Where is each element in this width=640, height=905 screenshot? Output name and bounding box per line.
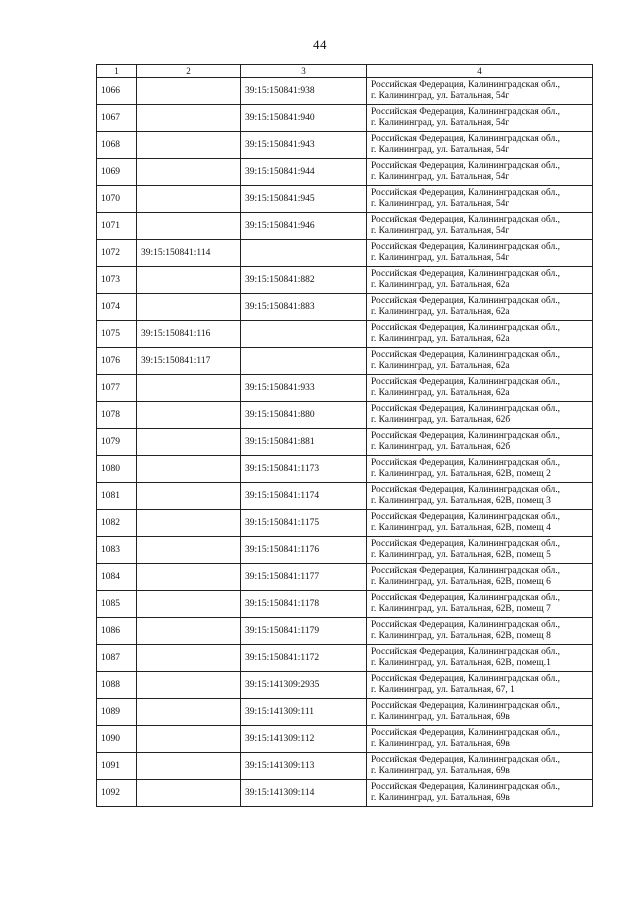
address-line-1: Российская Федерация, Калининградская обл.,	[371, 674, 560, 684]
address-cell	[367, 240, 593, 267]
land-plot-number-cell	[137, 726, 241, 753]
cadastral-number-cell: 39:15:150841:944	[241, 159, 367, 186]
land-plot-number-cell	[137, 294, 241, 321]
land-plot-number-cell	[137, 537, 241, 564]
address-line-1: Российская Федерация, Калининградская обл.,	[371, 269, 560, 279]
address-line-2: г. Калининград, ул. Батальная, 69в	[371, 712, 510, 722]
header-col-2: 2	[137, 65, 241, 78]
address-line-2: г. Калининград, ул. Батальная, 62В, помещ 8	[371, 631, 551, 641]
row-number-cell: 1076	[97, 348, 137, 375]
row-number-cell: 1091	[97, 753, 137, 780]
header-col-4: 4	[367, 65, 593, 78]
cadastral-number-cell: 39:15:150841:881	[241, 429, 367, 456]
address-line-2: г. Калининград, ул. Батальная, 62В, помещ 2	[371, 469, 551, 479]
address-line-2: г. Калининград, ул. Батальная, 54г	[371, 145, 510, 155]
cadastral-number-cell	[241, 348, 367, 375]
land-plot-number-cell	[137, 132, 241, 159]
page-number: 44	[313, 37, 327, 52]
address-line-2: г. Калининград, ул. Батальная, 62б	[371, 415, 511, 425]
table-row	[97, 267, 593, 294]
address-line-2: г. Калининград, ул. Батальная, 69в	[371, 793, 510, 803]
address-line-2: г. Калининград, ул. Батальная, 62В, помещ 4	[371, 523, 551, 533]
land-plot-number-cell	[137, 510, 241, 537]
cadastral-number-cell: 39:15:141309:113	[241, 753, 367, 780]
address-line-2: г. Калининград, ул. Батальная, 69в	[371, 766, 510, 776]
address-cell	[367, 348, 593, 375]
cadastral-number-cell	[241, 321, 367, 348]
address-cell	[367, 375, 593, 402]
table-row	[97, 159, 593, 186]
header-col-1: 1	[97, 65, 137, 78]
table-row	[97, 186, 593, 213]
row-number-cell: 1072	[97, 240, 137, 267]
address-cell	[367, 321, 593, 348]
header-col-3: 3	[241, 65, 367, 78]
address-line-2: г. Калининград, ул. Батальная, 54г	[371, 118, 510, 128]
land-plot-number-cell	[137, 105, 241, 132]
table-row	[97, 78, 593, 105]
row-number-cell: 1067	[97, 105, 137, 132]
table-header-row	[97, 65, 593, 78]
table-row	[97, 321, 593, 348]
address-cell	[367, 294, 593, 321]
cadastral-number-cell: 39:15:150841:1173	[241, 456, 367, 483]
cadastral-number-cell: 39:15:150841:1178	[241, 591, 367, 618]
address-line-1: Российская Федерация, Калининградская обл.,	[371, 728, 560, 738]
table-row	[97, 537, 593, 564]
row-number-cell: 1069	[97, 159, 137, 186]
address-line-1: Российская Федерация, Калининградская обл.,	[371, 107, 560, 117]
cadastral-number-cell: 39:15:150841:1176	[241, 537, 367, 564]
address-cell	[367, 672, 593, 699]
address-line-1: Российская Федерация, Калининградская обл.,	[371, 215, 560, 225]
address-line-1: Российская Федерация, Калининградская обл.,	[371, 458, 560, 468]
address-line-2: г. Калининград, ул. Батальная, 62а	[371, 280, 510, 290]
row-number-cell: 1079	[97, 429, 137, 456]
cadastral-number-cell: 39:15:141309:114	[241, 780, 367, 807]
address-line-1: Российская Федерация, Калининградская обл.,	[371, 485, 560, 495]
cadastral-number-cell: 39:15:150841:1177	[241, 564, 367, 591]
address-line-2: г. Калининград, ул. Батальная, 62а	[371, 388, 510, 398]
address-line-1: Российская Федерация, Калининградская обл.,	[371, 296, 560, 306]
address-line-2: г. Калининград, ул. Батальная, 54г	[371, 199, 510, 209]
address-cell	[367, 159, 593, 186]
address-cell	[367, 618, 593, 645]
address-line-2: г. Калининград, ул. Батальная, 54г	[371, 172, 510, 182]
land-plot-number-cell	[137, 186, 241, 213]
address-line-1: Российская Федерация, Калининградская обл.,	[371, 431, 560, 441]
table-row	[97, 591, 593, 618]
address-line-1: Российская Федерация, Калининградская обл.,	[371, 539, 560, 549]
cadastral-table	[96, 64, 593, 807]
cadastral-number-cell: 39:15:150841:943	[241, 132, 367, 159]
address-line-1: Российская Федерация, Калининградская обл.,	[371, 377, 560, 387]
row-number-cell: 1066	[97, 78, 137, 105]
table-row	[97, 456, 593, 483]
table-row	[97, 726, 593, 753]
row-number-cell: 1080	[97, 456, 137, 483]
row-number-cell: 1071	[97, 213, 137, 240]
land-plot-number-cell	[137, 780, 241, 807]
cadastral-number-cell: 39:15:150841:1179	[241, 618, 367, 645]
cadastral-number-cell	[241, 240, 367, 267]
table-row	[97, 348, 593, 375]
address-line-1: Российская Федерация, Калининградская обл.,	[371, 620, 560, 630]
address-line-2: г. Калининград, ул. Батальная, 62В, помещ 6	[371, 577, 551, 587]
address-line-1: Российская Федерация, Калининградская обл.,	[371, 593, 560, 603]
row-number-cell: 1086	[97, 618, 137, 645]
address-cell	[367, 132, 593, 159]
address-cell	[367, 780, 593, 807]
address-cell	[367, 510, 593, 537]
address-cell	[367, 753, 593, 780]
row-number-cell: 1077	[97, 375, 137, 402]
row-number-cell: 1073	[97, 267, 137, 294]
table-row	[97, 402, 593, 429]
row-number-cell: 1088	[97, 672, 137, 699]
cadastral-number-cell: 39:15:150841:883	[241, 294, 367, 321]
address-cell	[367, 564, 593, 591]
row-number-cell: 1083	[97, 537, 137, 564]
row-number-cell: 1084	[97, 564, 137, 591]
cadastral-number-cell: 39:15:150841:940	[241, 105, 367, 132]
address-line-2: г. Калининград, ул. Батальная, 62В, помещ 5	[371, 550, 551, 560]
land-plot-number-cell	[137, 267, 241, 294]
address-line-1: Российская Федерация, Калининградская обл.,	[371, 404, 560, 414]
address-line-1: Российская Федерация, Калининградская обл.,	[371, 161, 560, 171]
row-number-cell: 1092	[97, 780, 137, 807]
land-plot-number-cell: 39:15:150841:117	[137, 348, 241, 375]
table-row	[97, 132, 593, 159]
address-line-2: г. Калининград, ул. Батальная, 62б	[371, 442, 511, 452]
table-row	[97, 564, 593, 591]
table-row	[97, 213, 593, 240]
address-cell	[367, 483, 593, 510]
address-line-2: г. Калининград, ул. Батальная, 62В, помещ 7	[371, 604, 551, 614]
address-line-2: г. Калининград, ул. Батальная, 69в	[371, 739, 510, 749]
table-row	[97, 753, 593, 780]
row-number-cell: 1089	[97, 699, 137, 726]
address-cell	[367, 699, 593, 726]
cadastral-number-cell: 39:15:150841:946	[241, 213, 367, 240]
table-row	[97, 105, 593, 132]
address-line-2: г. Калининград, ул. Батальная, 67, 1	[371, 685, 515, 695]
land-plot-number-cell	[137, 753, 241, 780]
address-line-2: г. Калининград, ул. Батальная, 62В, помещ.1	[371, 658, 551, 668]
land-plot-number-cell	[137, 672, 241, 699]
cadastral-number-cell: 39:15:141309:2935	[241, 672, 367, 699]
land-plot-number-cell	[137, 159, 241, 186]
land-plot-number-cell: 39:15:150841:116	[137, 321, 241, 348]
land-plot-number-cell	[137, 591, 241, 618]
table-row	[97, 294, 593, 321]
row-number-cell: 1082	[97, 510, 137, 537]
address-line-2: г. Калининград, ул. Батальная, 54г	[371, 91, 510, 101]
address-cell	[367, 402, 593, 429]
address-line-1: Российская Федерация, Калининградская обл.,	[371, 512, 560, 522]
address-cell	[367, 726, 593, 753]
cadastral-number-cell: 39:15:150841:1174	[241, 483, 367, 510]
address-line-1: Российская Федерация, Калининградская обл.,	[371, 701, 560, 711]
table-row	[97, 375, 593, 402]
row-number-cell: 1074	[97, 294, 137, 321]
table-row	[97, 780, 593, 807]
address-line-2: г. Калининград, ул. Батальная, 62В, помещ 3	[371, 496, 551, 506]
row-number-cell: 1090	[97, 726, 137, 753]
cadastral-number-cell: 39:15:141309:112	[241, 726, 367, 753]
table-row	[97, 699, 593, 726]
land-plot-number-cell	[137, 78, 241, 105]
cadastral-number-cell: 39:15:150841:880	[241, 402, 367, 429]
table-row	[97, 240, 593, 267]
cadastral-number-cell: 39:15:150841:933	[241, 375, 367, 402]
address-line-1: Российская Федерация, Калининградская обл.,	[371, 350, 560, 360]
address-line-1: Российская Федерация, Калининградская обл.,	[371, 755, 560, 765]
address-line-1: Российская Федерация, Калининградская обл.,	[371, 323, 560, 333]
cadastral-number-cell: 39:15:150841:882	[241, 267, 367, 294]
address-line-2: г. Калининград, ул. Батальная, 54г	[371, 226, 510, 236]
row-number-cell: 1075	[97, 321, 137, 348]
address-line-1: Российская Федерация, Калининградская обл.,	[371, 80, 560, 90]
address-line-1: Российская Федерация, Калининградская обл.,	[371, 242, 560, 252]
table-row	[97, 483, 593, 510]
row-number-cell: 1078	[97, 402, 137, 429]
address-line-1: Российская Федерация, Калининградская обл.,	[371, 188, 560, 198]
address-line-1: Российская Федерация, Калининградская обл.,	[371, 134, 560, 144]
row-number-cell: 1087	[97, 645, 137, 672]
address-line-2: г. Калининград, ул. Батальная, 62а	[371, 307, 510, 317]
address-line-1: Российская Федерация, Калининградская обл.,	[371, 566, 560, 576]
land-plot-number-cell	[137, 483, 241, 510]
address-line-1: Российская Федерация, Калининградская обл.,	[371, 647, 560, 657]
table-body	[97, 78, 593, 807]
table-row	[97, 618, 593, 645]
land-plot-number-cell	[137, 213, 241, 240]
land-plot-number-cell	[137, 375, 241, 402]
land-plot-number-cell	[137, 699, 241, 726]
row-number-cell: 1081	[97, 483, 137, 510]
table-row	[97, 645, 593, 672]
address-cell	[367, 105, 593, 132]
address-line-1: Российская Федерация, Калининградская обл.,	[371, 782, 560, 792]
row-number-cell: 1085	[97, 591, 137, 618]
cadastral-number-cell: 39:15:141309:111	[241, 699, 367, 726]
address-cell	[367, 537, 593, 564]
cadastral-number-cell: 39:15:150841:1175	[241, 510, 367, 537]
cadastral-number-cell: 39:15:150841:945	[241, 186, 367, 213]
table-row	[97, 510, 593, 537]
land-plot-number-cell: 39:15:150841:114	[137, 240, 241, 267]
row-number-cell: 1070	[97, 186, 137, 213]
address-cell	[367, 591, 593, 618]
address-cell	[367, 429, 593, 456]
land-plot-number-cell	[137, 456, 241, 483]
land-plot-number-cell	[137, 429, 241, 456]
address-cell	[367, 78, 593, 105]
land-plot-number-cell	[137, 402, 241, 429]
table-row	[97, 429, 593, 456]
address-cell	[367, 267, 593, 294]
land-plot-number-cell	[137, 645, 241, 672]
table-row	[97, 672, 593, 699]
cadastral-number-cell: 39:15:150841:1172	[241, 645, 367, 672]
address-cell	[367, 645, 593, 672]
row-number-cell: 1068	[97, 132, 137, 159]
cadastral-number-cell: 39:15:150841:938	[241, 78, 367, 105]
address-cell	[367, 456, 593, 483]
land-plot-number-cell	[137, 618, 241, 645]
land-plot-number-cell	[137, 564, 241, 591]
address-line-2: г. Калининград, ул. Батальная, 62а	[371, 334, 510, 344]
address-cell	[367, 186, 593, 213]
address-line-2: г. Калининград, ул. Батальная, 54г	[371, 253, 510, 263]
address-line-2: г. Калининград, ул. Батальная, 62а	[371, 361, 510, 371]
address-cell	[367, 213, 593, 240]
